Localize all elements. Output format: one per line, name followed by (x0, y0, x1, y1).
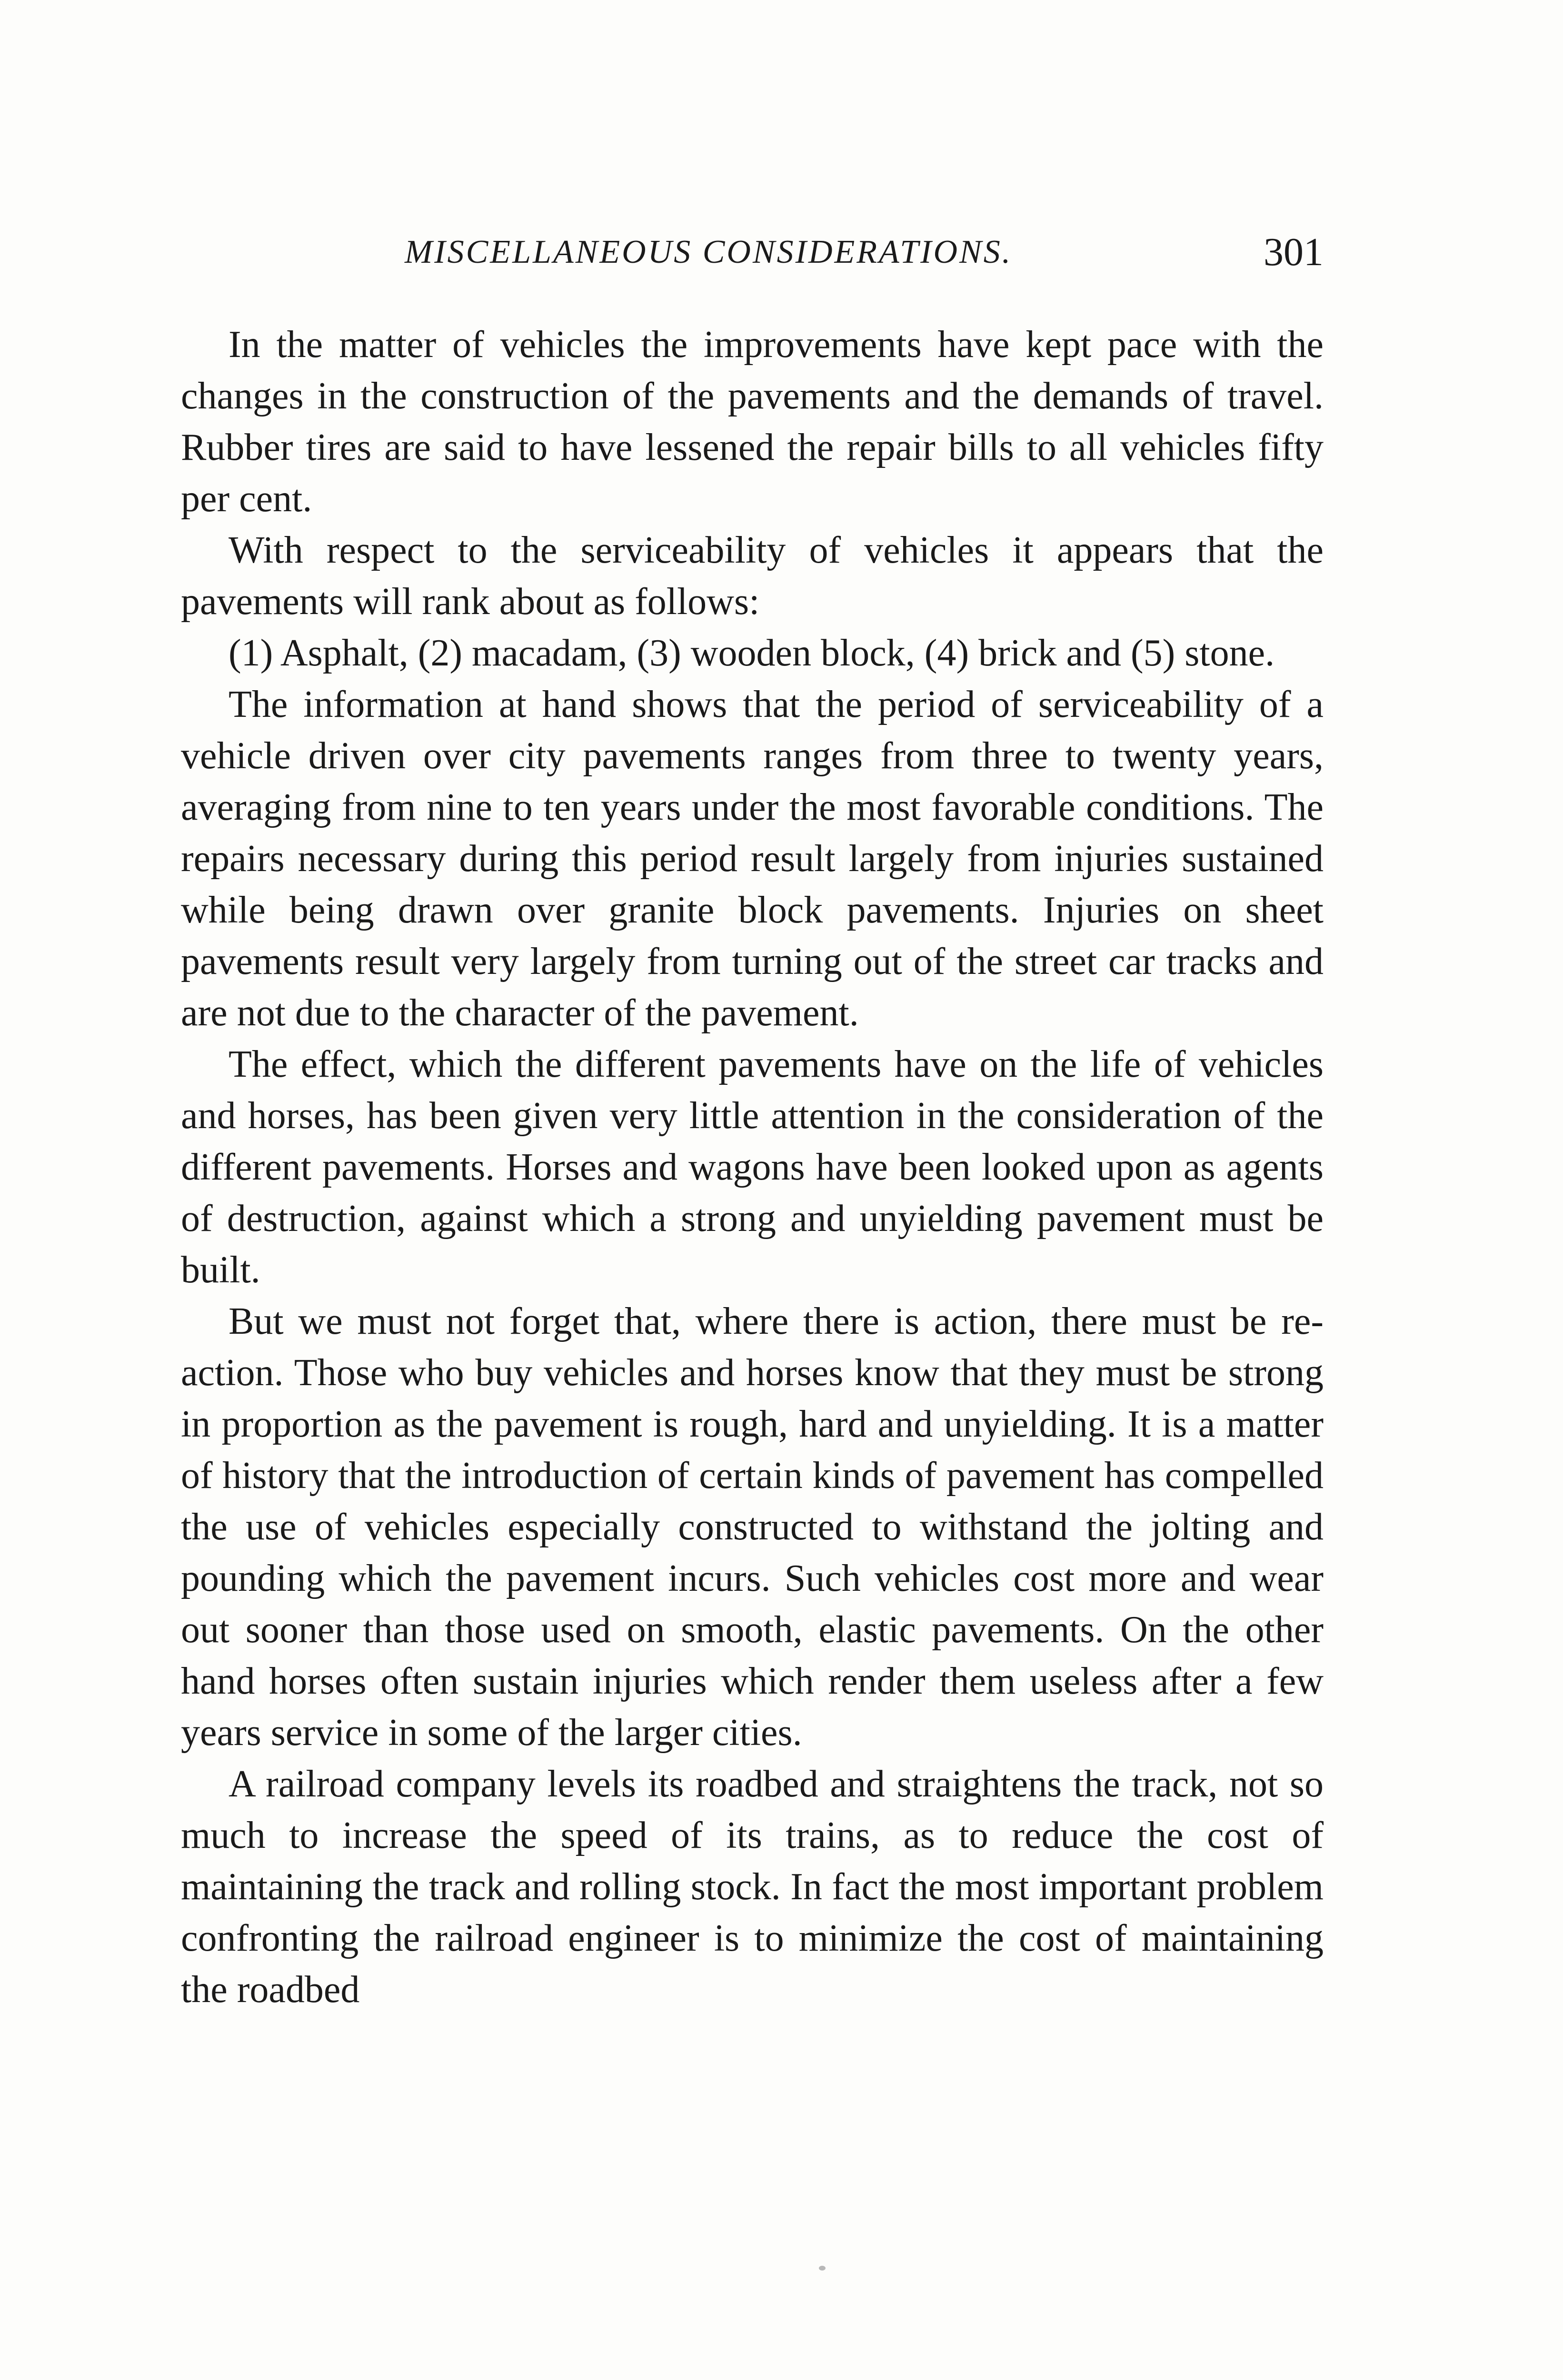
paragraph-effect-on-vehicles-horses: The effect, which the different pavements have on the life of vehicles and horses, has been given very little attention in the consideration of the different pavements. Horses and wagons have been looked upon as agents of destruction, against which a strong and unyielding pavement must be built. (181, 1043, 1324, 1291)
paragraph-vehicle-improvements: In the matter of vehicles the improvements have kept pace with the changes in the construction of the pavements and the demands of travel. Rubber tires are said to have lessened the repair bills to all vehicles fifty per cent. (181, 324, 1324, 520)
paragraph-period-of-serviceability: The information at hand shows that the period of serviceability of a vehicle driven over city pavements ranges from three to twenty years, averaging from nine to ten years under the most favorable conditions. The repairs necessary during this period result largely from injuries sustained while being drawn over granite block pavements. Injuries on sheet pavements result very largely from turning out of the street car tracks and are not due to the character of the pavement. (181, 684, 1324, 1034)
page-number: 301 (1264, 230, 1324, 274)
ink-speck (819, 2266, 826, 2271)
text-body (181, 319, 1324, 2015)
paragraph-pavement-list: (1) Asphalt, (2) macadam, (3) wooden block, (4) brick and (5) stone. (229, 632, 1275, 674)
paragraph-serviceability-ranking: With respect to the serviceability of vehicles it appears that the pavements will rank about as follows: (181, 529, 1324, 623)
paragraph-railroad-comparison: A railroad company levels its roadbed and straightens the track, not so much to increase the speed of its trains, as to reduce the cost of maintaining the track and rolling stock. In fact the most important problem confronting the railroad engineer is to minimize the cost of maintaining the roadbed (181, 1763, 1324, 2011)
paragraph-action-reaction: But we must not forget that, where there is action, there must be re-action. Those who buy vehicles and horses know that they must be strong in proportion as the pavement is rough, hard and unyielding. It is a matter of history that the introduction of certain kinds of pavement has compelled the use of vehicles especially constructed to withstand the jolting and pounding which the pavement incurs. Such vehicles cost more and wear out sooner than those used on smooth, elastic pavements. On the other hand horses often sustain injuries which render them useless after a few years service in some of the larger cities. (181, 1300, 1324, 1754)
running-head (181, 224, 1324, 281)
running-title: MISCELLANEOUS CONSIDERATIONS. (405, 234, 1013, 270)
